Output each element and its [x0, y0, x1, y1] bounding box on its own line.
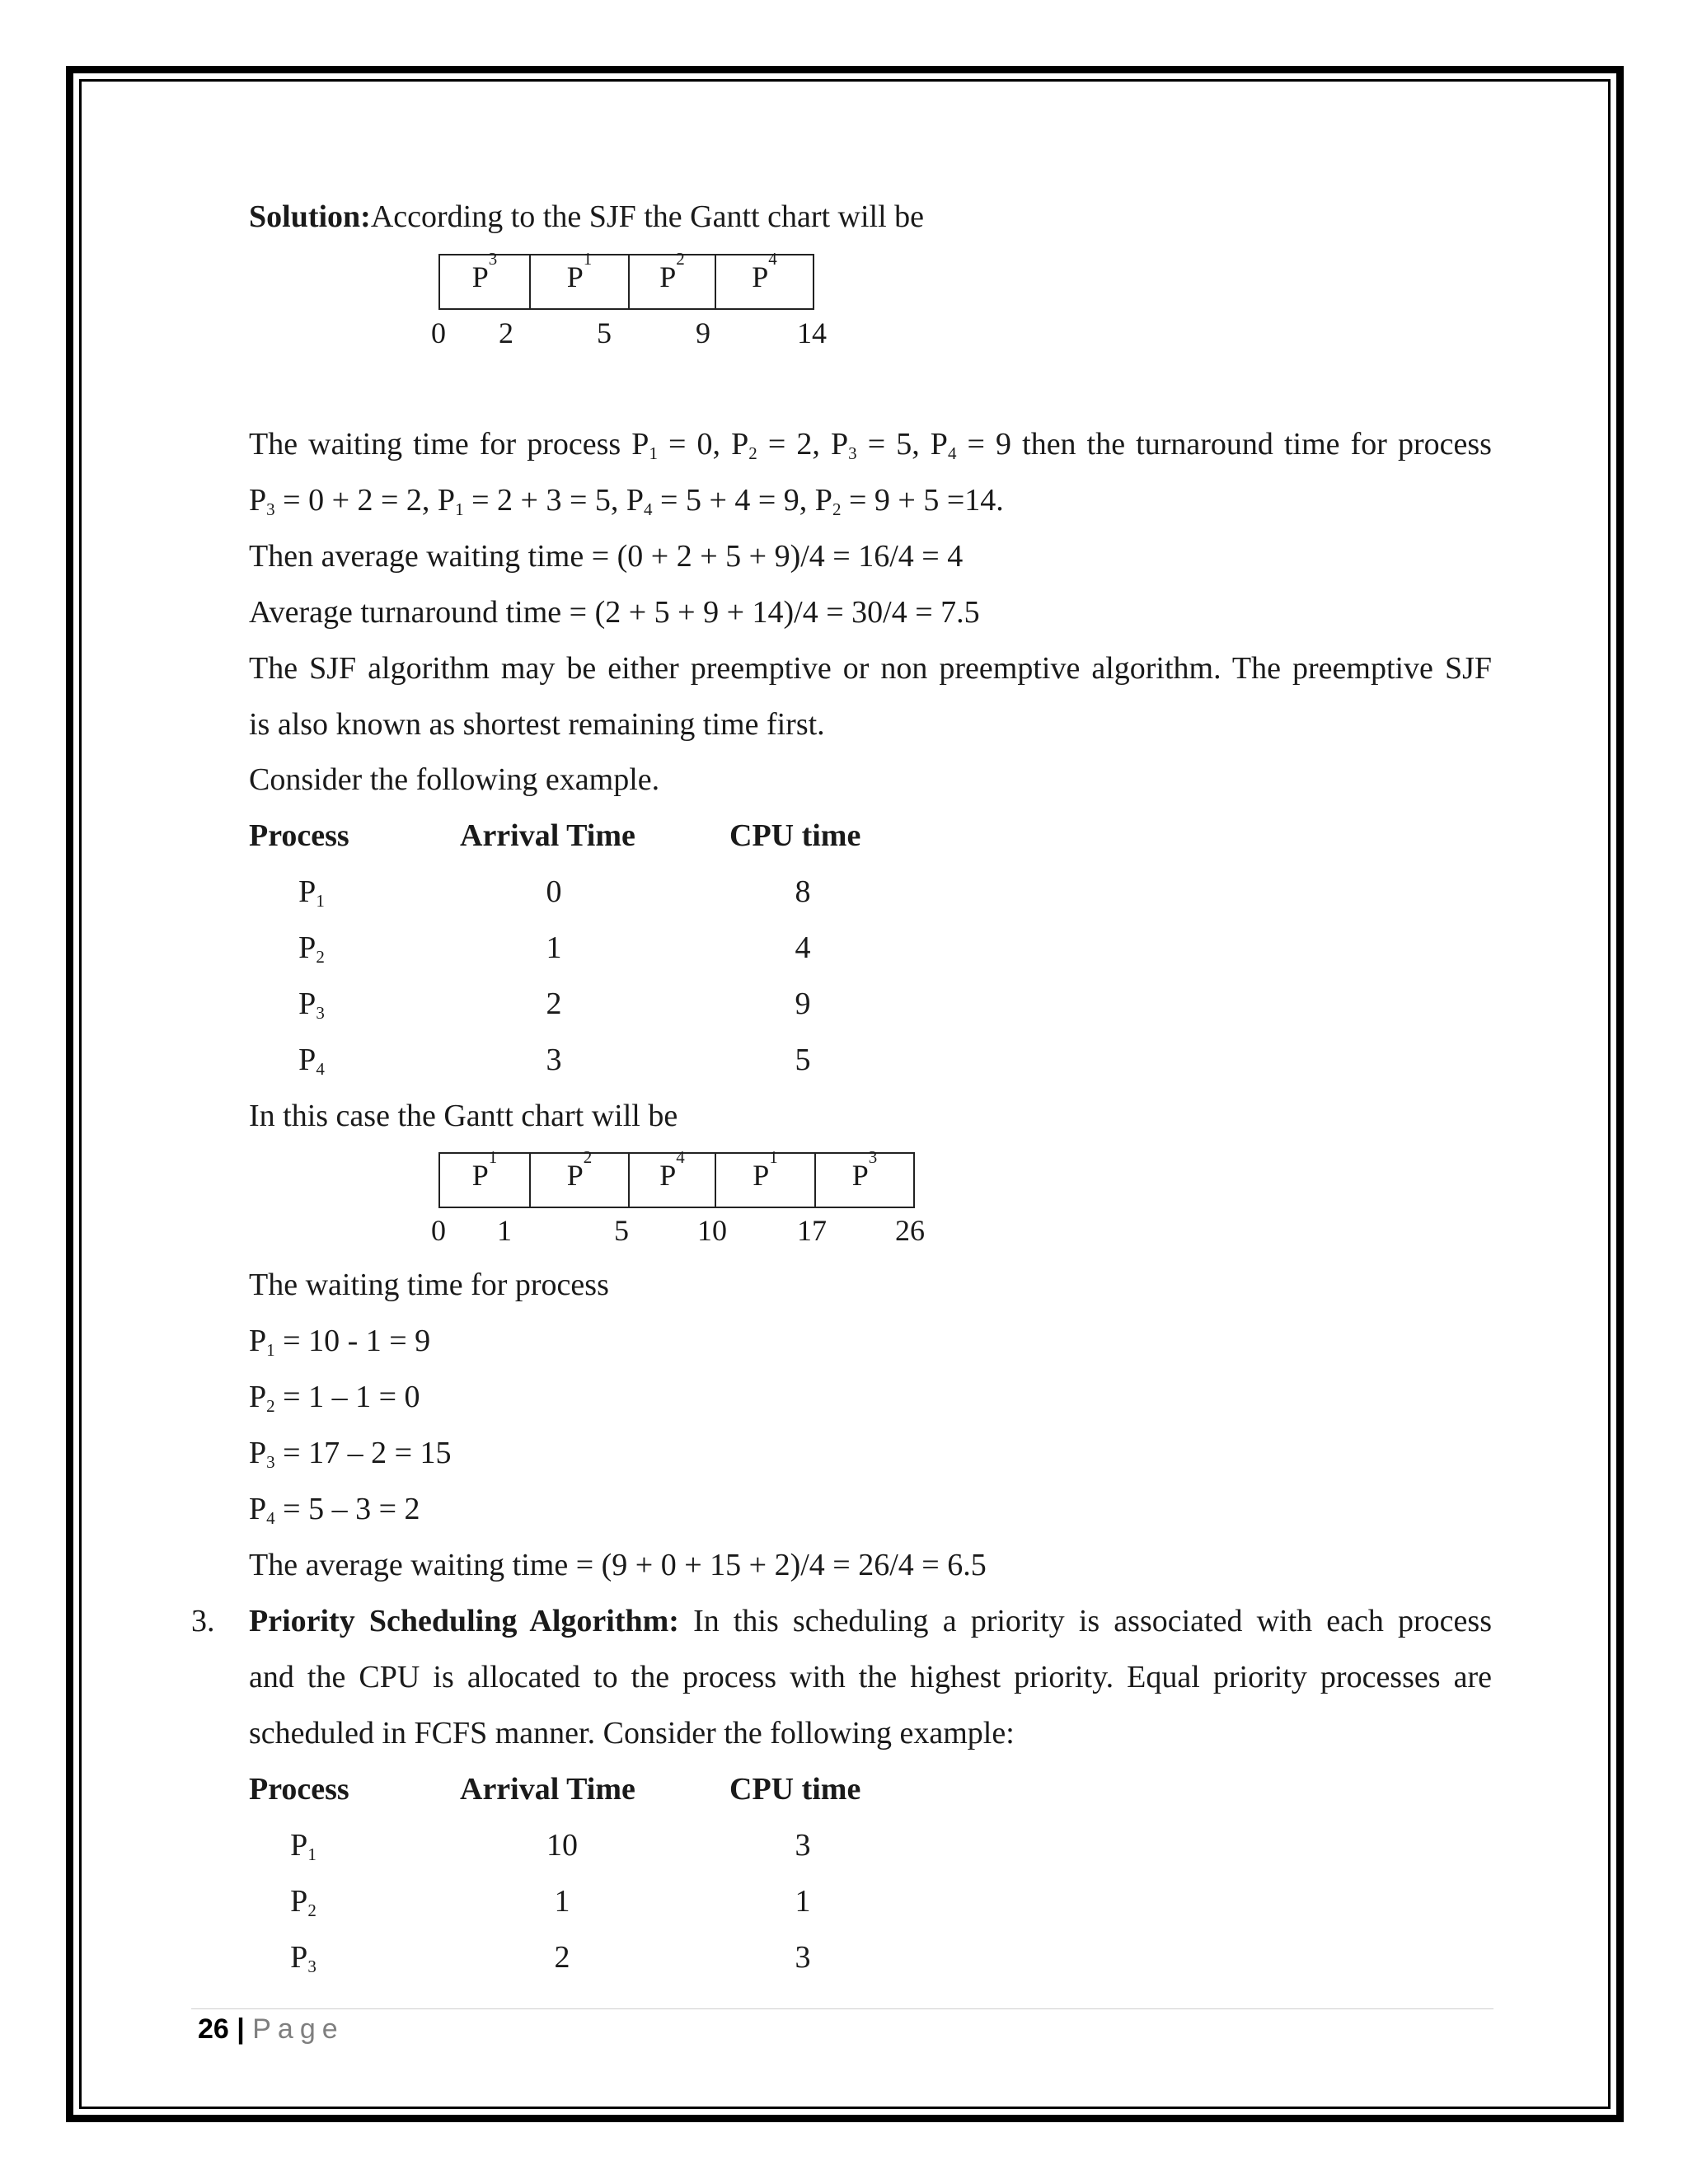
- gantt-1-tick: 9: [696, 316, 710, 349]
- waiting-time-line: The waiting time for process $P_1 = 0$, $P_2 = 2$, $P_3 = 5$, $P_4 = 9$ then the turnaround time for process: [249, 427, 1492, 463]
- gantt-2-tick: 26: [895, 1214, 925, 1247]
- table-1-process: $P_3$: [298, 987, 325, 1023]
- gantt-2-cell: P 2: [531, 1154, 630, 1207]
- page-footer: [198, 2011, 345, 2047]
- gantt-1-tick: 0: [431, 316, 446, 349]
- table-1-arrival: 3: [546, 1043, 562, 1077]
- solution-line: [249, 197, 924, 237]
- gantt-2-tick: 1: [497, 1214, 512, 1247]
- gantt-2-tick: 5: [614, 1214, 629, 1247]
- priority-title: Priority Scheduling Algorithm:: [249, 1604, 679, 1638]
- gantt-2-cell: P 3: [851, 1147, 878, 1192]
- consider-line: Consider the following example.: [249, 762, 660, 797]
- gantt-1-tick: 5: [597, 316, 612, 349]
- priority-line-3: scheduled in FCFS manner. Consider the following example:: [249, 1716, 1015, 1750]
- gantt-2-tick: 0: [431, 1214, 446, 1247]
- table-2-arrival: 2: [554, 1940, 570, 1975]
- avg-waiting-2: The average waiting time = (9 + 0 + 15 + 2)/4 = 26/4 = 6.5: [249, 1548, 987, 1582]
- table-1-arrival: 2: [546, 987, 562, 1021]
- gantt-2-tick: 17: [797, 1214, 827, 1247]
- table-1-cpu: 9: [795, 987, 811, 1021]
- gantt-1-tick: 2: [499, 316, 513, 349]
- gantt-2-cell: P 1: [716, 1154, 816, 1207]
- table-1-cpu: 8: [795, 874, 811, 909]
- gantt-2-cell: P 1: [440, 1154, 531, 1207]
- avg-turnaround-1: Average turnaround time = (2 + 5 + 9 + 14)/4 = 30/4 = 7.5: [249, 595, 980, 630]
- gantt-1-cell: P 3: [440, 255, 531, 308]
- table-2-process: $P_1$: [290, 1828, 316, 1864]
- table-1-arrival: 0: [546, 874, 562, 909]
- table-2-cpu: 3: [795, 1828, 811, 1863]
- gantt-2-cell: P 4: [630, 1154, 716, 1207]
- gantt-2-tick: 10: [697, 1214, 727, 1247]
- table-1-arrival: 1: [546, 930, 562, 965]
- table-2-arrival: 1: [554, 1884, 570, 1919]
- footer-separator: |: [228, 2013, 253, 2045]
- waiting-p2: $P_2 = 1 - 1 = 0$: [249, 1380, 420, 1416]
- table-2-header-arrival: Arrival Time: [460, 1772, 635, 1807]
- priority-line-2: and the CPU is allocated to the process with the highest priority. Equal priority processes are: [249, 1660, 1492, 1694]
- gantt-1-cell: P 1: [531, 255, 630, 308]
- solution-label: Solution:: [249, 199, 371, 234]
- gantt-2-intro: In this case the Gantt chart will be: [249, 1099, 678, 1133]
- table-1-header-arrival: Arrival Time: [460, 818, 635, 853]
- table-2-cpu: 3: [795, 1940, 811, 1975]
- page-word: Page: [252, 2013, 345, 2045]
- table-1-process: $P_4$: [298, 1043, 325, 1079]
- table-2-arrival: 10: [546, 1828, 578, 1863]
- table-2-header-process: Process: [249, 1772, 349, 1807]
- gantt-1-cell: P 4: [752, 249, 777, 293]
- table-1-header-process: Process: [249, 818, 349, 853]
- table-2-cpu: 1: [795, 1884, 811, 1919]
- table-1-cpu: 4: [795, 930, 811, 965]
- list-number: 3.: [191, 1604, 215, 1638]
- gantt-chart-2: [438, 1147, 915, 1208]
- waiting-intro: The waiting time for process: [249, 1268, 609, 1302]
- table-1-process: $P_1$: [298, 874, 325, 911]
- waiting-p4: $P_4 = 5 - 3 = 2$: [249, 1492, 420, 1528]
- table-1-cpu: 5: [795, 1043, 811, 1077]
- priority-line-1: Priority Scheduling Algorithm: In this scheduling a priority is associated with each process: [249, 1604, 1492, 1638]
- table-1-header-cpu: CPU time: [729, 818, 861, 853]
- avg-waiting-1: Then average waiting time = (0 + 2 + 5 + 9)/4 = 16/4 = 4: [249, 539, 964, 574]
- gantt-1-cell: P 2: [630, 255, 716, 308]
- table-2-process: $P_2$: [290, 1884, 316, 1920]
- gantt-1-tick: 14: [797, 316, 827, 349]
- page-number: 26: [198, 2013, 229, 2045]
- preemptive-line-2: is also known as shortest remaining time first.: [249, 707, 825, 742]
- waiting-p1: $P_1 = 10 - 1 = 9$: [249, 1324, 431, 1360]
- footer-rule: [191, 2008, 1493, 2009]
- preemptive-line-1: The SJF algorithm may be either preemptive or non preemptive algorithm. The preemptive SJF: [249, 651, 1492, 686]
- waiting-p3: $P_3 = 17 - 2 = 15$: [249, 1436, 452, 1472]
- table-2-header-cpu: CPU time: [729, 1772, 861, 1807]
- solution-text: According to the SJF the Gantt chart will be: [370, 199, 925, 234]
- gantt-chart-1: [438, 249, 814, 310]
- table-2-process: $P_3$: [290, 1940, 316, 1976]
- turnaround-line: $P_3 = 0 + 2 = 2$, $P_1 = 2 + 3 = 5$, $P_4 = 5 + 4 = 9$, $P_2 = 9 + 5 =14$.: [249, 483, 1004, 519]
- table-1-process: $P_2$: [298, 930, 325, 967]
